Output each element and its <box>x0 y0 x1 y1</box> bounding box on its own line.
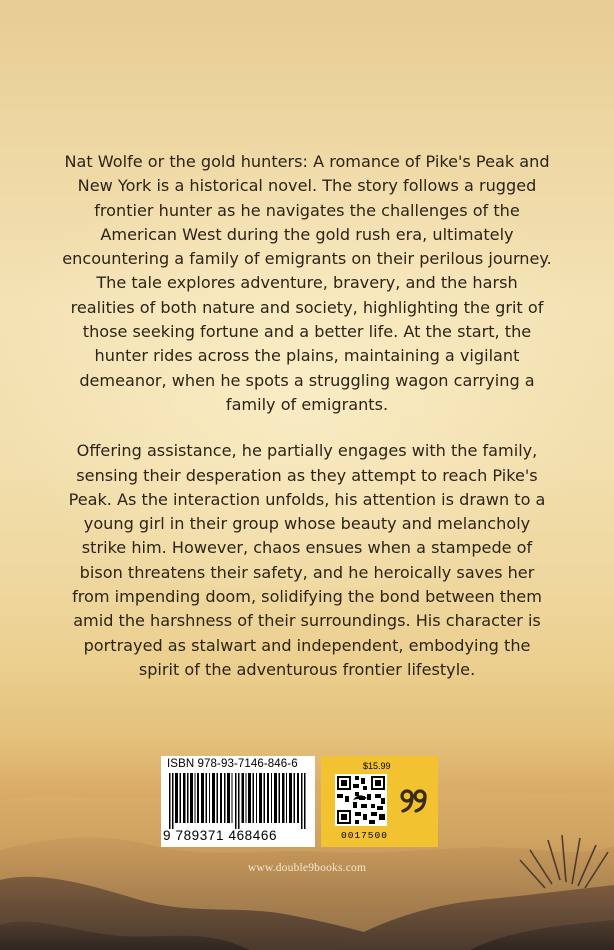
double9-logo-icon <box>399 787 429 815</box>
isbn-label: ISBN 978-93-7146-846-6 <box>167 758 298 770</box>
product-code: 0017500 <box>341 830 388 841</box>
description-paragraph-1: Nat Wolfe or the gold hunters: A romance of Pike's Peak and New York is a historical novel. The story follows a rugged frontier hunter as he navigates the challenges of the American West during the gold rush era, ultimately encountering a family of emigrants on their perilous journey. The tale explores adventure, bravery, and the harsh realities of both nature and society, highlighting the grit of those seeking fortune and a better life. At the start, the hunter rides across the plains, maintaining a vigilant demeanor, when he spots a struggling wagon carrying a family of emigrants. <box>62 152 552 414</box>
description-paragraph-2: Offering assistance, he partially engages with the family, sensing their desperation as they attempt to reach Pike's Peak. As the interaction unfolds, his attention is drawn to a young girl in their group whose beauty and melancholy strike him. However, chaos ensues when a stampede of bison threatens their safety, and he heroically saves her from impending doom, solidifying the bond between them amid the harshness of their surroundings. His character is portrayed as stalwart and independent, embodying the spirit of the adventurous frontier lifestyle. <box>68 441 546 679</box>
book-description <box>62 150 552 704</box>
barcode-bars <box>169 773 309 829</box>
publisher-website: www.double9books.com <box>247 862 367 874</box>
price-tag <box>321 756 438 847</box>
qr-code-icon <box>335 774 387 826</box>
isbn-barcode <box>161 756 315 847</box>
price-label: $15.99 <box>363 761 391 771</box>
isbn-digits: 9 789371 468466 <box>163 828 278 843</box>
